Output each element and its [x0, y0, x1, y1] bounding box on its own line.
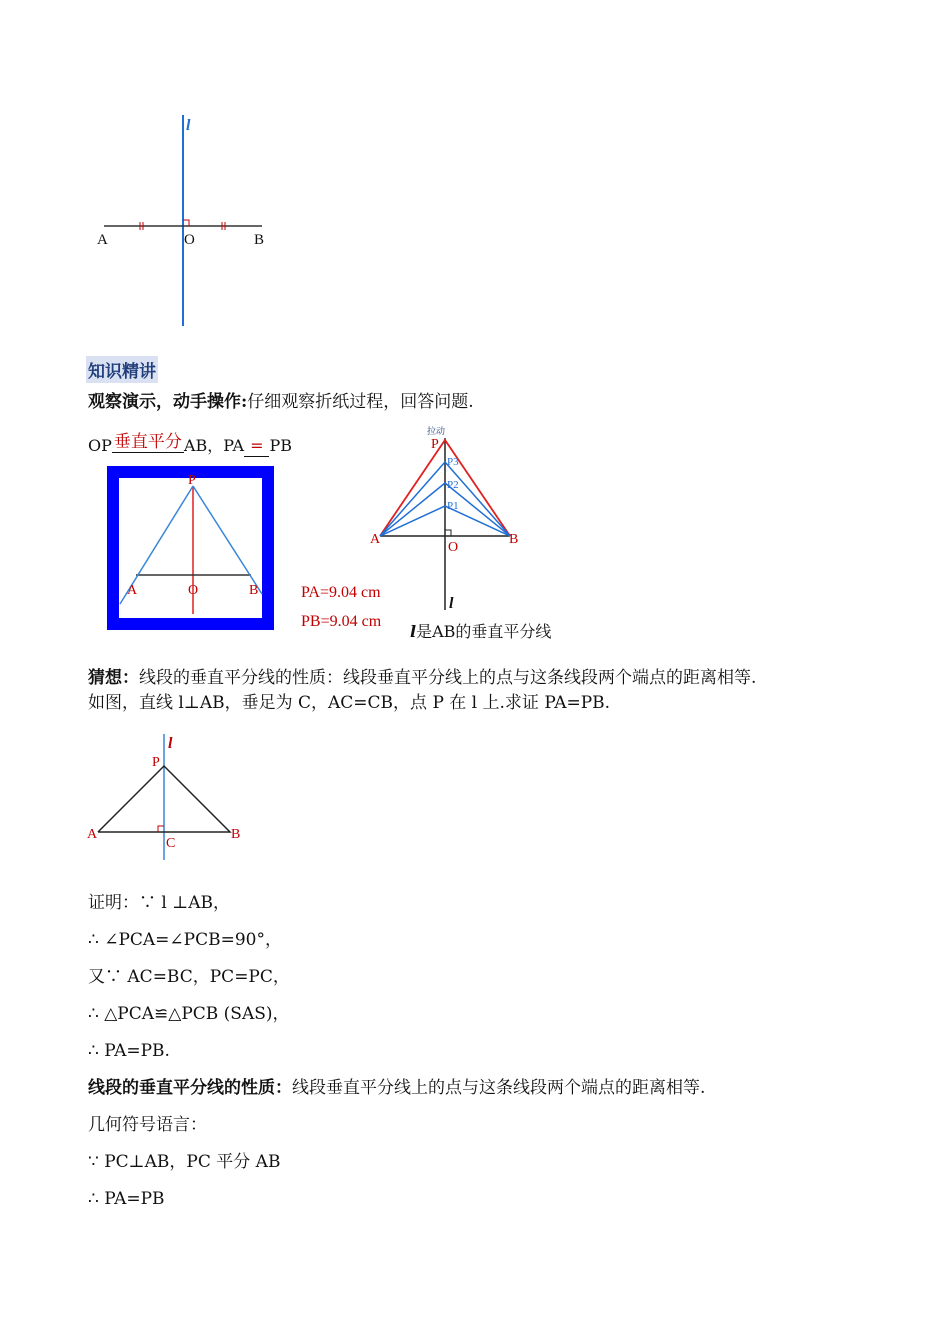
guess-bold: 猜想：	[88, 668, 139, 688]
label-l: l	[186, 117, 191, 134]
section-title: 知识精讲	[86, 356, 158, 383]
fill-answer-2: =	[244, 436, 269, 457]
label-l: l	[449, 595, 454, 612]
proof-line-4: ∴ △PCA≌△PCB (SAS)，	[88, 1004, 290, 1024]
figure-perpendicular-bisector	[90, 110, 280, 335]
label-b: B	[249, 583, 259, 598]
figure-triangle-pab	[84, 728, 264, 868]
label-p: P	[152, 755, 160, 770]
caption-l: l	[410, 622, 417, 641]
proof-line-3: 又∵ AC=BC，PC=PC，	[88, 967, 290, 987]
symbolic-line-2: ∴ PA=PB	[88, 1189, 165, 1209]
guess-line-2: 如图，直线 l⊥AB，垂足为 C，AC=CB，点 P 在 l 上.求证 PA=PB.	[88, 693, 611, 713]
fill-answer-1: 垂直平分	[113, 432, 182, 452]
label-p: P	[188, 473, 196, 488]
label-o: O	[188, 583, 199, 598]
label-a: A	[370, 532, 381, 547]
fill-in-line	[88, 432, 292, 457]
label-o: O	[184, 232, 195, 248]
label-l: l	[168, 735, 173, 752]
fill-suffix: PB	[269, 436, 292, 455]
fill-prefix: OP	[88, 436, 112, 455]
blue-frame	[113, 472, 268, 624]
symbolic-line-1: ∵ PC⊥AB，PC 平分 AB	[88, 1152, 281, 1172]
symbolic-title: 几何符号语言：	[88, 1115, 207, 1135]
property-text: 线段垂直平分线上的点与这条线段两个端点的距离相等.	[292, 1078, 706, 1098]
label-p: P	[431, 437, 439, 452]
figure3-caption	[410, 622, 551, 642]
label-p1: P1	[447, 500, 459, 512]
label-p2: P2	[447, 479, 459, 491]
segment-pb	[193, 486, 262, 594]
measure-pb: PB=9.04 cm	[301, 613, 382, 630]
figure-drag-p	[368, 420, 578, 620]
caption-rest: 是AB的垂直平分线	[416, 622, 552, 641]
label-a: A	[127, 583, 138, 598]
observe-text: 仔细观察折纸过程，回答问题.	[247, 392, 474, 412]
measure-pa: PA=9.04 cm	[301, 584, 381, 601]
proof-line-2: ∴ ∠PCA=∠PCB=90°，	[88, 930, 282, 950]
right-angle-mark	[445, 530, 451, 536]
label-a: A	[97, 232, 108, 248]
label-c: C	[166, 836, 176, 851]
figure-folding-frame	[100, 464, 400, 636]
guess-text: 线段的垂直平分线的性质：线段垂直平分线上的点与这条线段两个端点的距离相等.	[139, 668, 757, 688]
drag-label[interactable]: 拉动	[427, 426, 446, 436]
proof-line-1: 证明：∵ l ⊥AB，	[88, 893, 231, 913]
label-o: O	[448, 540, 459, 555]
label-b: B	[254, 232, 265, 248]
label-b: B	[231, 827, 241, 842]
label-p3: P3	[447, 456, 459, 468]
property-line	[88, 1078, 705, 1098]
guess-line	[88, 668, 756, 688]
proof-line-5: ∴ PA=PB.	[88, 1041, 170, 1061]
fill-middle: AB，PA	[183, 436, 245, 455]
label-a: A	[87, 827, 98, 842]
observe-bold: 观察演示，动手操作:	[88, 392, 248, 412]
observe-line	[88, 392, 474, 412]
label-b: B	[509, 532, 519, 547]
property-bold: 线段的垂直平分线的性质：	[88, 1078, 292, 1098]
right-angle-mark	[158, 826, 164, 832]
